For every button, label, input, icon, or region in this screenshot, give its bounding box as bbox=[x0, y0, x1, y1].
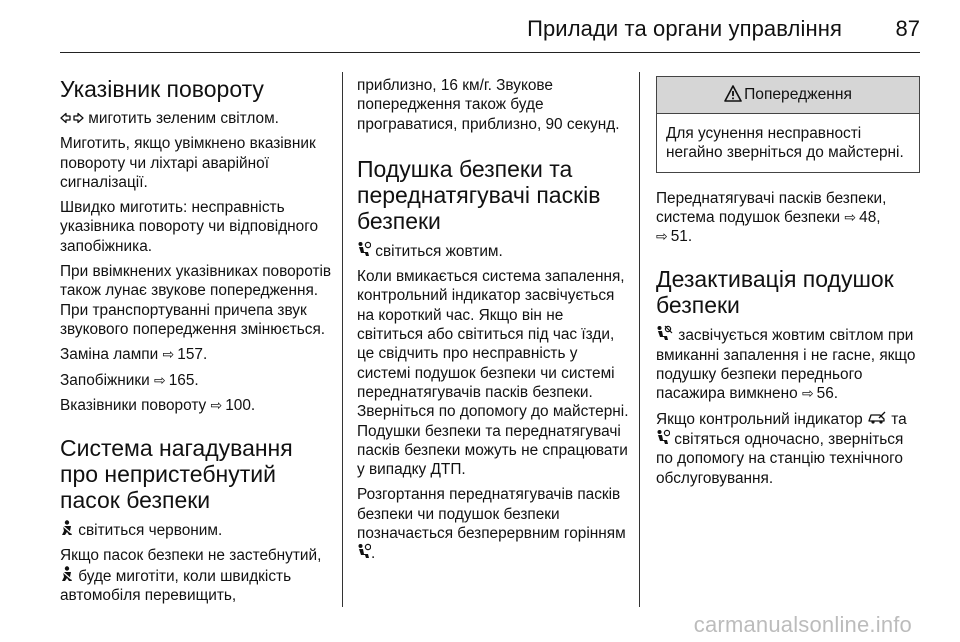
turn-paragraph-1: Миготить, якщо увімкнено вказівник повороту чи ліхтарі аварійної сигналізації. bbox=[60, 135, 316, 191]
ref-page: 100. bbox=[225, 396, 256, 414]
seatbelt-paragraph: Якщо пасок безпеки не застебнутий, буде миготіти, коли швидкість автомобіля перевищить, bbox=[60, 547, 322, 605]
reference-arrow-icon: ⇨ bbox=[210, 396, 223, 413]
watermark: carmanualsonline.info bbox=[693, 612, 912, 637]
column-1 bbox=[60, 76, 332, 611]
pretensioner-reference: Переднатягувачі пасків безпеки, система подушок безпеки ⇨ 48, ⇨ 51. bbox=[656, 189, 887, 246]
ref-text: Заміна лампи bbox=[60, 346, 159, 364]
warning-body: Для усунення несправності негайно зверніться до майстерні. bbox=[666, 125, 904, 162]
airbag-paragraph-2: Розгортання переднатягувачів пасків безпеки чи подушок безпеки позначається безперервним горінням . bbox=[357, 486, 626, 563]
header-divider bbox=[60, 52, 920, 53]
reference-arrow-icon: ⇨ bbox=[844, 208, 857, 225]
cross-reference bbox=[60, 371, 332, 390]
heading-airbag-pretensioners: Подушка безпеки та переднатягувачі пасків безпеки bbox=[357, 155, 601, 234]
seatbelt-reminder-icon bbox=[60, 520, 74, 536]
airbag-paragraph-1: Коли вмикається система запалення, контрольний індикатор засвічується на короткий час. Якщо він не світиться або світиться під час їзди, це свідчить про несправність у системі подушок безпеки чи системі переднатягувачів пасків безпеки. Зверніться по допомогу до майстерні. Подушки безпеки та переднатягувачі пасків безпеки можуть не спрацювати у випадку ДТП. bbox=[357, 268, 629, 479]
airbag-intro bbox=[357, 241, 629, 261]
warning-header bbox=[657, 77, 919, 114]
service-vehicle-icon bbox=[867, 411, 887, 425]
seatbelt-intro bbox=[60, 520, 332, 540]
heading-seatbelt-reminder: Система нагадування про непристебнутий пасок безпеки bbox=[60, 435, 293, 514]
cross-reference bbox=[60, 396, 332, 415]
reference-arrow-icon: ⇨ bbox=[656, 228, 668, 245]
reference-arrow-icon: ⇨ bbox=[154, 371, 166, 388]
column-divider bbox=[639, 72, 640, 607]
warning-title: Попередження bbox=[744, 86, 852, 103]
airbag-icon bbox=[656, 429, 670, 445]
ref-page: 157. bbox=[177, 346, 208, 364]
airbag-icon bbox=[357, 543, 371, 559]
page-header bbox=[0, 0, 960, 58]
ref-text: Вказівники повороту bbox=[60, 396, 207, 414]
turn-intro-text: миготить зеленим світлом. bbox=[88, 110, 279, 127]
airbag-icon bbox=[357, 241, 371, 257]
reference-arrow-icon: ⇨ bbox=[162, 346, 175, 363]
seatbelt-intro-text: світиться червоним. bbox=[78, 522, 223, 540]
deactivation-paragraph: засвічується жовтим світлом при вмиканні запалення і не гасне, якщо подушку безпеки переднього пасажира вимкнено ⇨ 56. bbox=[656, 327, 916, 403]
heading-airbag-deactivation: Дезактивація подушок безпеки bbox=[656, 266, 894, 319]
airbag-intro-text: світиться жовтим. bbox=[375, 242, 503, 260]
cross-reference bbox=[60, 345, 332, 364]
turn-intro bbox=[60, 109, 332, 128]
column-2 bbox=[357, 76, 629, 570]
turn-signal-arrows-icon bbox=[60, 112, 84, 124]
service-paragraph: Якщо контрольний індикатор та світяться одночасно, зверніться по допомогу на станцію технічного обслуговування. bbox=[656, 410, 907, 487]
header-title: Прилади та органи управління bbox=[527, 16, 842, 41]
ref-text: Запобіжники bbox=[60, 371, 150, 389]
reference-arrow-icon: ⇨ bbox=[801, 385, 814, 402]
seatbelt-reminder-icon bbox=[60, 566, 74, 582]
airbag-off-icon bbox=[656, 325, 674, 341]
heading-turn-indicator: Указівник повороту bbox=[60, 76, 264, 102]
warning-triangle-icon bbox=[724, 85, 742, 102]
seatbelt-paragraph-continued: приблизно, 16 км/г. Звукове попередження також буде програватися, приблизно, 90 секунд. bbox=[357, 77, 620, 133]
column-3 bbox=[656, 76, 920, 494]
column-divider bbox=[342, 72, 343, 607]
turn-paragraph-2: Швидко миготить: несправність указівника повороту чи відповідного запобіжника. bbox=[60, 199, 319, 255]
page-number: 87 bbox=[895, 16, 920, 41]
ref-page: 165. bbox=[168, 371, 199, 389]
warning-box bbox=[656, 76, 920, 173]
turn-paragraph-3: При ввімкнених указівниках поворотів також лунає звукове попередження. При транспортуванні причепа звук звукового попередження змінюється. bbox=[60, 263, 332, 338]
